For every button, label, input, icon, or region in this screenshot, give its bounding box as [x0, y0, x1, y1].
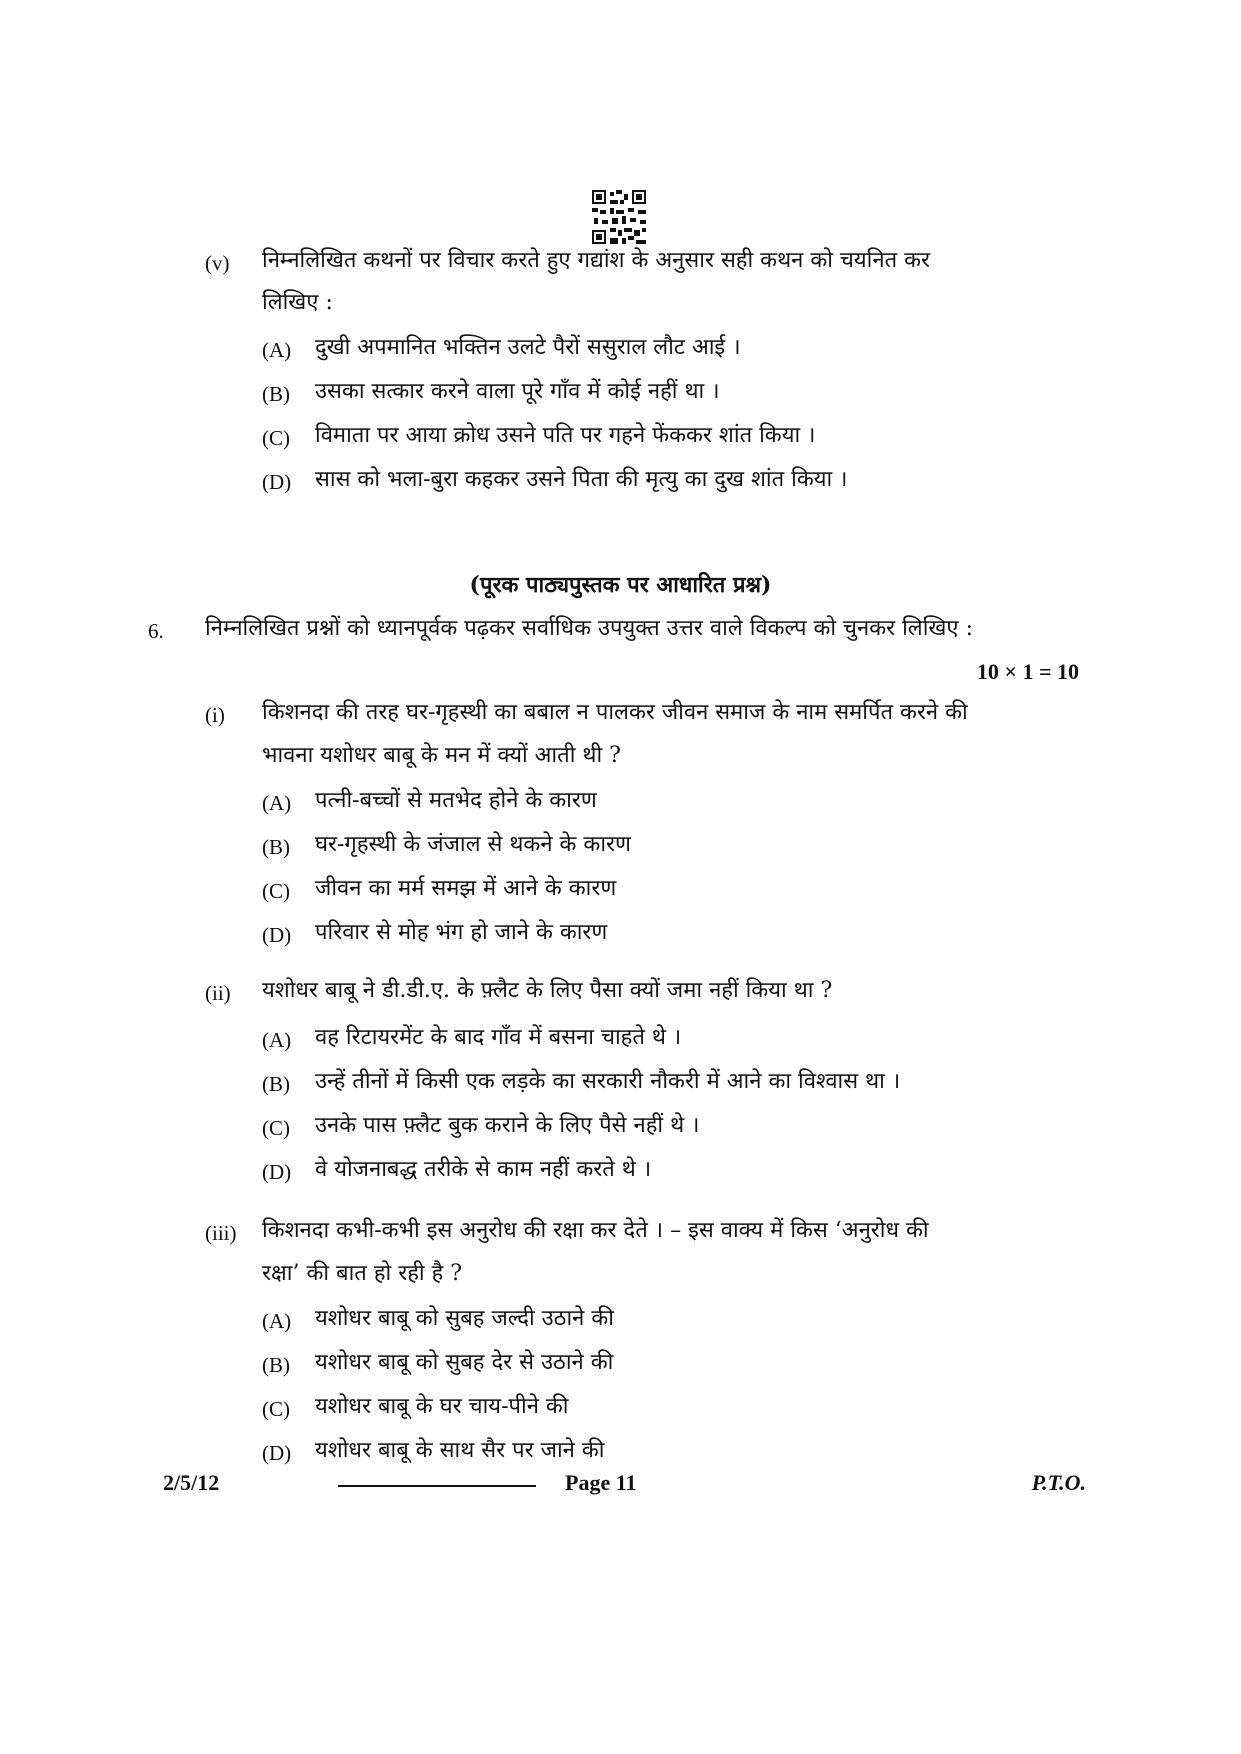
subquestion-text: रक्षा’ की बात हो रही है ? — [262, 1261, 463, 1286]
question-text: निम्नलिखित कथनों पर विचार करते हुए गद्यांश के अनुसार सही कथन को चयनित कर — [262, 248, 930, 273]
option-letter: (A) — [262, 338, 292, 362]
pto-label: P.T.O. — [1031, 1470, 1086, 1495]
qr-code-icon — [592, 190, 646, 244]
option-letter: (C) — [262, 426, 290, 450]
option-letter: (B) — [262, 382, 290, 406]
paper-code: 2/5/12 — [163, 1470, 220, 1495]
option-letter: (A) — [262, 791, 292, 815]
option-letter: (D) — [262, 923, 292, 947]
option-text: दुखी अपमानित भक्तिन उलटे पैरों ससुराल लौट आई । — [315, 335, 741, 360]
subquestion-number: (iii) — [205, 1221, 237, 1245]
option-letter: (C) — [262, 1116, 290, 1140]
option-text: उसका सत्कार करने वाला पूरे गाँव में कोई नहीं था । — [315, 379, 720, 404]
option-letter: (A) — [262, 1028, 292, 1052]
option-letter: (C) — [262, 879, 290, 903]
question-text: लिखिए : — [262, 290, 333, 315]
option-letter: (D) — [262, 1160, 292, 1184]
question-number: (v) — [205, 251, 230, 275]
subquestion-number: (ii) — [205, 981, 231, 1005]
question-instruction: निम्नलिखित प्रश्नों को ध्यानपूर्वक पढ़कर सर्वाधिक उपयुक्त उत्तर वाले विकल्प को चुनकर लिखिए : — [205, 616, 973, 641]
marks-allocation: 10 × 1 = 10 — [976, 659, 1079, 684]
option-letter: (D) — [262, 1441, 292, 1465]
option-text: सास को भला-बुरा कहकर उसने पिता की मृत्यु का दुख शांत किया । — [315, 467, 848, 492]
subquestion-text: भावना यशोधर बाबू के मन में क्यों आती थी ? — [262, 743, 621, 768]
option-text: वह रिटायरमेंट के बाद गाँव में बसना चाहते थे । — [315, 1025, 682, 1050]
option-text: जीवन का मर्म समझ में आने के कारण — [315, 876, 617, 901]
section-title: (पूरक पाठ्यपुस्तक पर आधारित प्रश्न) — [469, 572, 772, 598]
option-text: यशोधर बाबू के साथ सैर पर जाने की — [315, 1438, 605, 1463]
option-letter: (C) — [262, 1397, 290, 1421]
subquestion-number: (i) — [205, 703, 225, 727]
option-text: वे योजनाबद्ध तरीके से काम नहीं करते थे । — [315, 1157, 652, 1182]
option-text: यशोधर बाबू को सुबह देर से उठाने की — [315, 1350, 614, 1375]
question-number: 6. — [148, 619, 164, 643]
option-text: पत्नी-बच्चों से मतभेद होने के कारण — [315, 788, 597, 813]
page-number: Page 11 — [565, 1470, 637, 1495]
subquestion-text: यशोधर बाबू ने डी.डी.ए. के फ़्लैट के लिए पैसा क्यों जमा नहीं किया था ? — [262, 978, 833, 1003]
option-letter: (B) — [262, 835, 290, 859]
option-letter: (A) — [262, 1309, 292, 1333]
option-text: यशोधर बाबू के घर चाय-पीने की — [315, 1394, 569, 1419]
option-letter: (B) — [262, 1072, 290, 1096]
subquestion-text: किशनदा कभी-कभी इस अनुरोध की रक्षा कर देते । – इस वाक्य में किस ‘अनुरोध की — [262, 1218, 929, 1243]
option-text: घर-गृहस्थी के जंजाल से थकने के कारण — [315, 832, 631, 857]
subquestion-text: किशनदा की तरह घर-गृहस्थी का बबाल न पालकर जीवन समाज के नाम समर्पित करने की — [262, 700, 968, 725]
option-text: उनके पास फ़्लैट बुक कराने के लिए पैसे नहीं थे । — [315, 1113, 700, 1138]
footer-divider — [338, 1485, 536, 1487]
option-text: उन्हें तीनों में किसी एक लड़के का सरकारी नौकरी में आने का विश्वास था । — [315, 1069, 901, 1094]
option-text: परिवार से मोह भंग हो जाने के कारण — [315, 920, 608, 945]
option-letter: (D) — [262, 470, 292, 494]
option-letter: (B) — [262, 1353, 290, 1377]
option-text: यशोधर बाबू को सुबह जल्दी उठाने की — [315, 1306, 614, 1331]
option-text: विमाता पर आया क्रोध उसने पति पर गहने फेंककर शांत किया । — [315, 423, 816, 448]
